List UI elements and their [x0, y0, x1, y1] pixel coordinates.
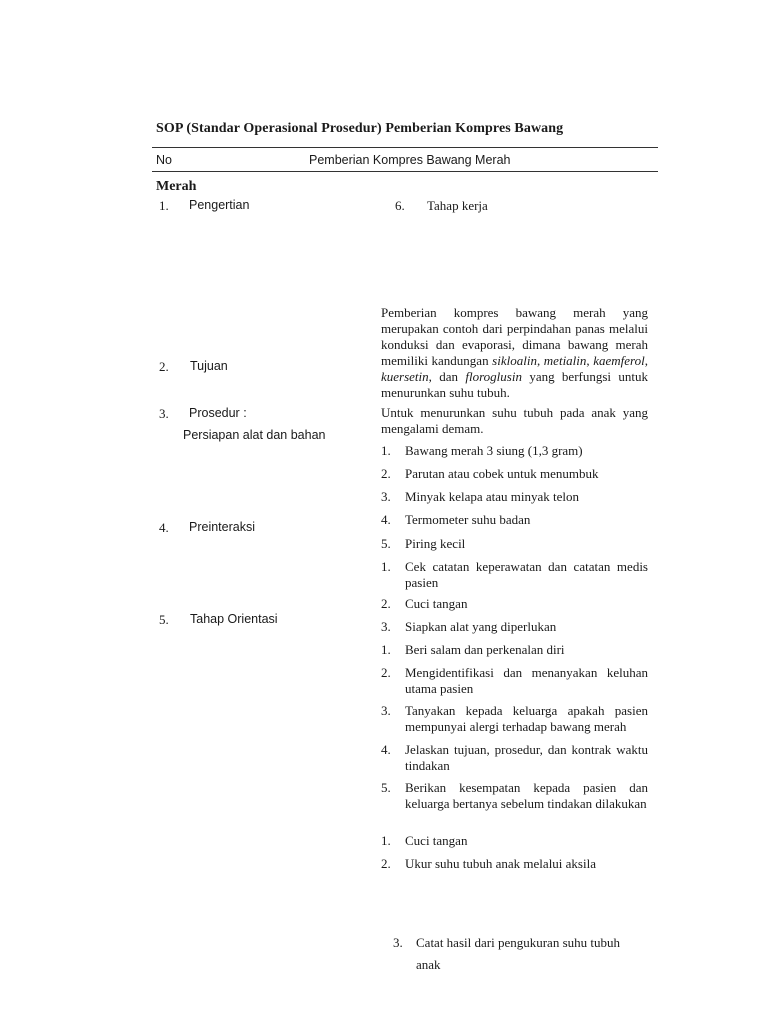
list-item: 3. Tanyakan kepada keluarga apakah pasien mempunyai alergi terhadap bawang merah — [381, 703, 648, 734]
list-item: 1. Beri salam dan perkenalan diri — [381, 642, 565, 657]
left-num-1: 1. — [159, 198, 169, 213]
left-label-prosedur: Prosedur : — [189, 406, 247, 420]
kerja-3-line1: Catat hasil dari pengukuran suhu tubuh — [416, 935, 620, 950]
header-bottom-rule — [152, 171, 658, 172]
list-item: 3. Minyak kelapa atau minyak telon — [381, 489, 580, 504]
term-sikloalin: sikloalin — [492, 353, 537, 368]
list-item: 2. Ukur suhu tubuh anak melalui aksila — [381, 856, 596, 871]
list-item: 2. Mengidentifikasi dan menanyakan keluhan utama pasien — [381, 665, 648, 696]
left-num-5: 5. — [159, 612, 169, 627]
term-kaemferol: kaemferol — [593, 353, 645, 368]
list-item: 5. Piring kecil — [381, 536, 466, 551]
term-floroglusin: floroglusin — [465, 369, 522, 384]
kerja-3-line2: anak — [416, 957, 441, 972]
list-item: 1. Cuci tangan — [381, 833, 468, 848]
header-title: Pemberian Kompres Bawang Merah — [309, 153, 511, 167]
left-label-persiapan: Persiapan alat dan bahan — [183, 428, 326, 442]
list-item: 4. Jelaskan tujuan, prosedur, dan kontrak waktu tindakan — [381, 742, 648, 773]
list-item: 2. Cuci tangan — [381, 596, 468, 611]
list-item: 3. Siapkan alat yang diperlukan — [381, 619, 557, 634]
list-item: 2. Parutan atau cobek untuk menumbuk — [381, 466, 599, 481]
list-item: 1. Cek catatan keperawatan dan catatan medis pasien — [381, 559, 648, 590]
left-label-pengertian: Pengertian — [189, 198, 250, 212]
kerja-3-num: 3. — [393, 935, 403, 950]
list-item: 4. Termometer suhu badan — [381, 512, 531, 527]
header-no: No — [156, 153, 172, 167]
header-top-rule — [152, 147, 658, 148]
subtitle-merah: Merah — [156, 179, 197, 194]
term-metialin: metialin — [543, 353, 587, 368]
tujuan-paragraph: Untuk menurunkan suhu tubuh pada anak yang mengalami demam. — [381, 405, 648, 436]
list-item: 5. Berikan kesempatan kepada pasien dan keluarga bertanya sebelum tindakan dilakukan — [381, 780, 648, 811]
left-num-2: 2. — [159, 359, 169, 374]
document-title: SOP (Standar Operasional Prosedur) Pemberian Kompres Bawang — [156, 121, 564, 136]
term-kuersetin: kuersetin — [381, 369, 429, 384]
left-num-4: 4. — [159, 520, 169, 535]
left-label-preinteraksi: Preinteraksi — [189, 520, 255, 534]
left-label-tujuan: Tujuan — [190, 359, 228, 373]
left-num-3: 3. — [159, 406, 169, 421]
mid-label-tahap-kerja: Tahap kerja — [427, 198, 488, 213]
pengertian-paragraph: Pemberian kompres bawang merah yang merupakan contoh dari perpindahan panas melalui konduksi dan evaporasi, dimana bawang merah memiliki kandungan sikloalin, metialin, kaemferol, kuersetin, dan floroglusin yang berfungsi untuk menurunkan suhu tubuh. — [381, 305, 648, 400]
list-item: 1. Bawang merah 3 siung (1,3 gram) — [381, 443, 583, 458]
mid-num-6: 6. — [395, 198, 405, 213]
left-label-orientasi: Tahap Orientasi — [190, 612, 278, 626]
